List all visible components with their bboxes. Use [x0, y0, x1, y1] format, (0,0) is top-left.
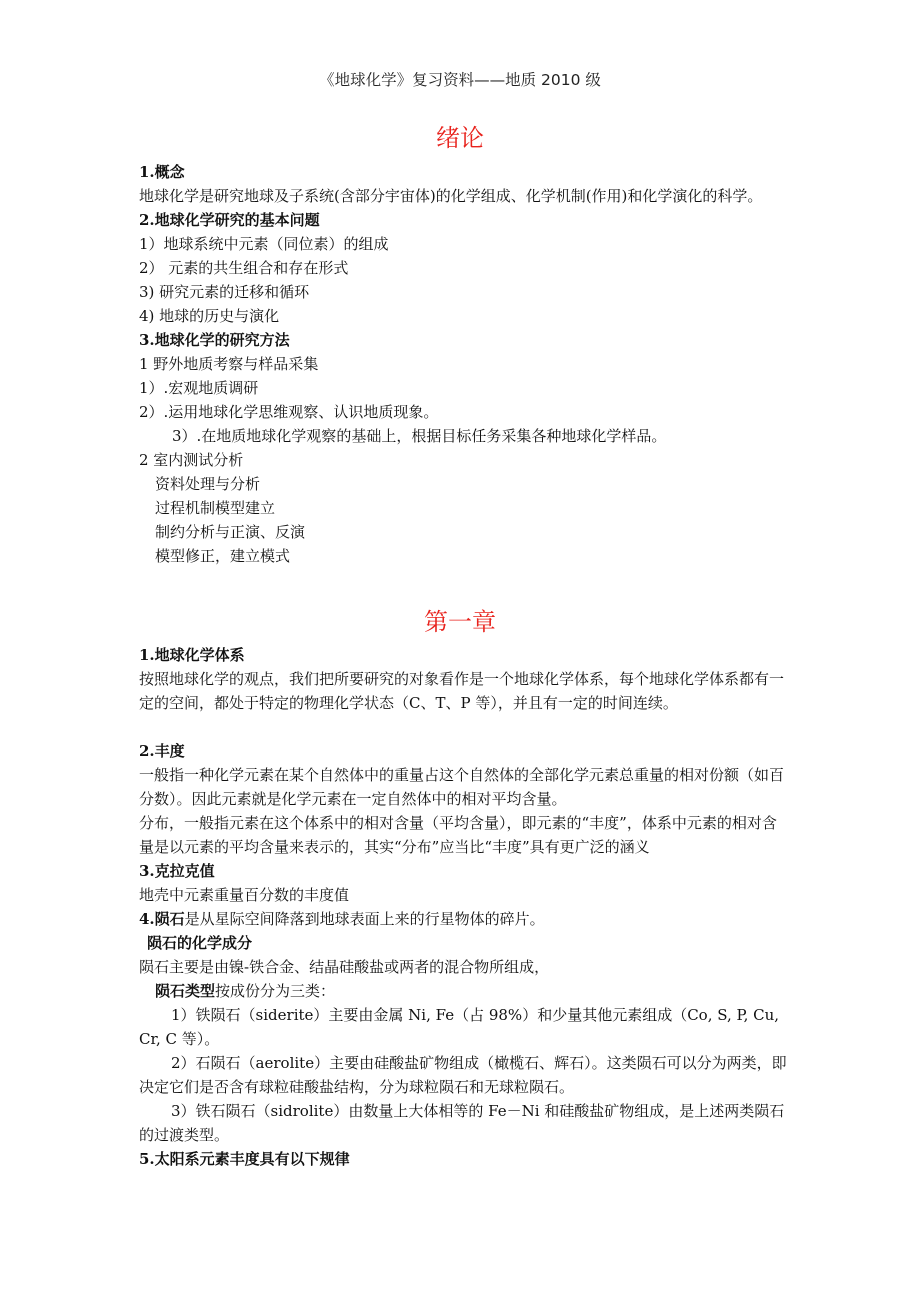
clarke-heading: 3.克拉克值	[139, 862, 215, 880]
field-survey-subheading: 1 野外地质考察与样品采集	[139, 355, 319, 373]
abundance-heading: 2.丰度	[139, 742, 185, 760]
meteorite-type-sidrolite: 3）铁石陨石（sidrolite）由数量上大体相等的 Fe－Ni 和硅酸盐矿物组成，是上述两类陨石的过渡类型。	[139, 1102, 785, 1144]
field-survey-item: 2）.运用地球化学思维观察、认识地质现象。	[139, 403, 439, 421]
meteorite-definition	[139, 907, 789, 931]
abundance-text: 一般指一种化学元素在某个自然体中的重量占这个自然体的全部化学元素总重量的相对份额（如百分数）。因此元素就是化学元素在一定自然体中的相对平均含量。	[139, 766, 785, 808]
meteorite-heading: 4.陨石	[139, 910, 185, 928]
meteorite-types-text: 按成份分为三类：	[215, 982, 336, 1000]
meteorite-type-siderite: 1）铁陨石（siderite）主要由金属 Ni, Fe（占 98%）和少量其他元素组成（Co, S, P, Cu, Cr, C 等）。	[139, 1006, 780, 1048]
field-survey-item: 3）.在地质地球化学观察的基础上，根据目标任务采集各种地球化学样品。	[172, 427, 667, 445]
concept-heading: 1.概念	[139, 163, 185, 181]
geochem-system-text: 按照地球化学的观点，我们把所要研究的对象看作是一个地球化学体系，每个地球化学体系都有一定的空间，都处于特定的物理化学状态（C、T、P 等），并且有一定的时间连续。	[139, 670, 785, 712]
geochem-system-heading: 1.地球化学体系	[139, 646, 245, 664]
meteorite-composition-text: 陨石主要是由镍-铁合金、结晶硅酸盐或两者的混合物所组成，	[139, 958, 550, 976]
meteorite-type-aerolite: 2）石陨石（aerolite）主要由硅酸盐矿物组成（橄榄石、辉石）。这类陨石可以分为两类，即决定它们是否含有球粒硅酸盐结构，分为球粒陨石和无球粒陨石。	[139, 1054, 787, 1096]
meteorite-text: 是从星际空间降落到地球表面上来的行星物体的碎片。	[184, 910, 545, 928]
research-methods-heading: 3.地球化学的研究方法	[139, 331, 290, 349]
spacer	[139, 715, 789, 739]
meteorite-types-line	[139, 979, 789, 1003]
basic-problem-item: 2） 元素的共生组合和存在形式	[139, 259, 349, 277]
chapter1-title: 第一章	[424, 608, 496, 636]
clarke-text: 地壳中元素重量百分数的丰度值	[139, 886, 350, 904]
intro-section	[139, 160, 789, 568]
chapter1-section	[139, 643, 789, 1171]
page-header: 《地球化学》复习资料——地质 2010 级	[319, 71, 601, 89]
basic-problem-item: 1）地球系统中元素（同位素）的组成	[139, 235, 389, 253]
lab-analysis-item: 资料处理与分析	[155, 475, 261, 493]
basic-problem-item: 4) 地球的历史与演化	[139, 307, 280, 325]
concept-text: 地球化学是研究地球及子系统(含部分宇宙体)的化学组成、化学机制(作用)和化学演化的科学。	[139, 187, 763, 205]
basic-problem-item: 3) 研究元素的迁移和循环	[139, 283, 310, 301]
lab-analysis-item: 过程机制模型建立	[155, 499, 276, 517]
meteorite-composition-heading: 陨石的化学成分	[147, 934, 253, 952]
field-survey-item: 1）.宏观地质调研	[139, 379, 259, 397]
distribution-text: 分布，一般指元素在这个体系中的相对含量（平均含量），即元素的“丰度”，体系中元素的相对含量是以元素的平均含量来表示的，其实“分布”应当比“丰度”具有更广泛的涵义	[139, 814, 777, 856]
lab-analysis-subheading: 2 室内测试分析	[139, 451, 244, 469]
basic-problems-heading: 2.地球化学研究的基本问题	[139, 211, 320, 229]
intro-title: 绪论	[436, 124, 484, 152]
solar-abundance-heading: 5.太阳系元素丰度具有以下规律	[139, 1150, 350, 1168]
meteorite-types-label: 陨石类型	[155, 982, 216, 1000]
lab-analysis-item: 模型修正，建立模式	[155, 547, 291, 565]
lab-analysis-item: 制约分析与正演、反演	[155, 523, 306, 541]
